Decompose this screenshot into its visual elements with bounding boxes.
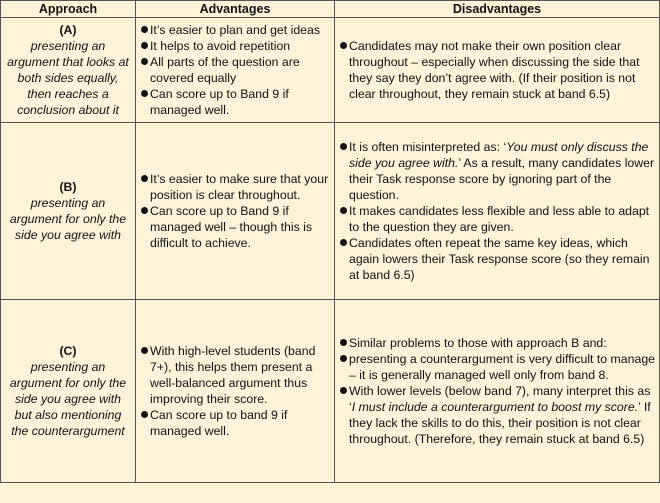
advantage-item: It helps to avoid repetition	[141, 38, 330, 54]
approach-description: presenting an argument for only the side you agree with	[9, 196, 127, 242]
approach-description: presenting an argument that looks at both sides equally, then reaches a conclusion about it	[7, 39, 129, 117]
approach-cell	[1, 300, 136, 483]
approach-description: presenting an argument for only the side you agree with but also mentioning the counterargument	[9, 360, 127, 438]
disadvantage-quote: I must include a counterargument to boost my score.	[351, 400, 639, 414]
table-row	[1, 123, 660, 300]
disadvantage-quote: You must only discuss the side you agree with.	[349, 140, 649, 170]
disadvantage-item	[340, 235, 655, 283]
disadvantages-cell	[335, 300, 660, 483]
advantages-cell	[136, 300, 335, 483]
disadvantage-text: Candidates often repeat the same key ideas, which again lowers their Task response score (so they remain at band 6.5)	[349, 236, 650, 282]
disadvantage-item	[340, 351, 655, 383]
table-row	[1, 300, 660, 483]
header-row	[1, 1, 660, 18]
disadvantage-item	[340, 139, 655, 203]
disadvantage-text: It is often misinterpreted as: ‘	[349, 140, 507, 154]
approach-letter: (C)	[59, 344, 77, 358]
disadvantage-text: Similar problems to those with approach B and:	[349, 336, 607, 350]
disadvantage-text: ’ As a result, many candidates lower their Task response score by ignoring part of the question.	[349, 156, 655, 202]
header-disadvantages: Disadvantages	[335, 1, 660, 18]
advantage-item: Can score up to Band 9 if managed well – though this is difficult to achieve.	[141, 203, 330, 251]
disadvantages-cell	[335, 123, 660, 300]
disadvantage-text: ’ If they lack the skills to do this, their position is not clear throughout. (Therefore, they remain stuck at band 6.5)	[349, 400, 651, 446]
advantage-item: Can score up to Band 9 if managed well.	[141, 86, 330, 118]
approach-letter: (A)	[59, 23, 77, 37]
disadvantage-text: With lower levels (below band 7), many interpret this as ‘	[349, 384, 651, 414]
advantage-item: Can score up to band 9 if managed well.	[141, 407, 330, 439]
advantage-item: It’s easier to make sure that your position is clear throughout.	[141, 171, 330, 203]
table-row	[1, 18, 660, 123]
disadvantage-item	[340, 38, 655, 102]
advantages-cell	[136, 18, 335, 123]
disadvantage-item	[340, 335, 655, 351]
disadvantages-cell	[335, 18, 660, 123]
header-advantages: Advantages	[136, 1, 335, 18]
advantage-item: With high-level students (band 7+), this helps them present a well-balanced argument thus improving their score.	[141, 343, 330, 407]
header-approach: Approach	[1, 1, 136, 18]
disadvantage-text: presenting a counterargument is very difficult to manage – it is generally managed well only from band 8.	[349, 352, 655, 382]
approach-cell	[1, 123, 136, 300]
disadvantage-text: Candidates may not make their own position clear throughout – especially when discussing the side that they say they don’t agree with. (If their position is not clear throughout, they remain stuck at band 6.5)	[349, 39, 640, 101]
advantages-cell	[136, 123, 335, 300]
approach-cell	[1, 18, 136, 123]
advantage-item: It’s easier to plan and get ideas	[141, 22, 330, 38]
approach-letter: (B)	[59, 180, 77, 194]
disadvantage-item	[340, 383, 655, 447]
disadvantage-item	[340, 203, 655, 235]
disadvantage-text: It makes candidates less flexible and less able to adapt to the question they are given.	[349, 204, 650, 234]
advantage-item: All parts of the question are covered equally	[141, 54, 330, 86]
